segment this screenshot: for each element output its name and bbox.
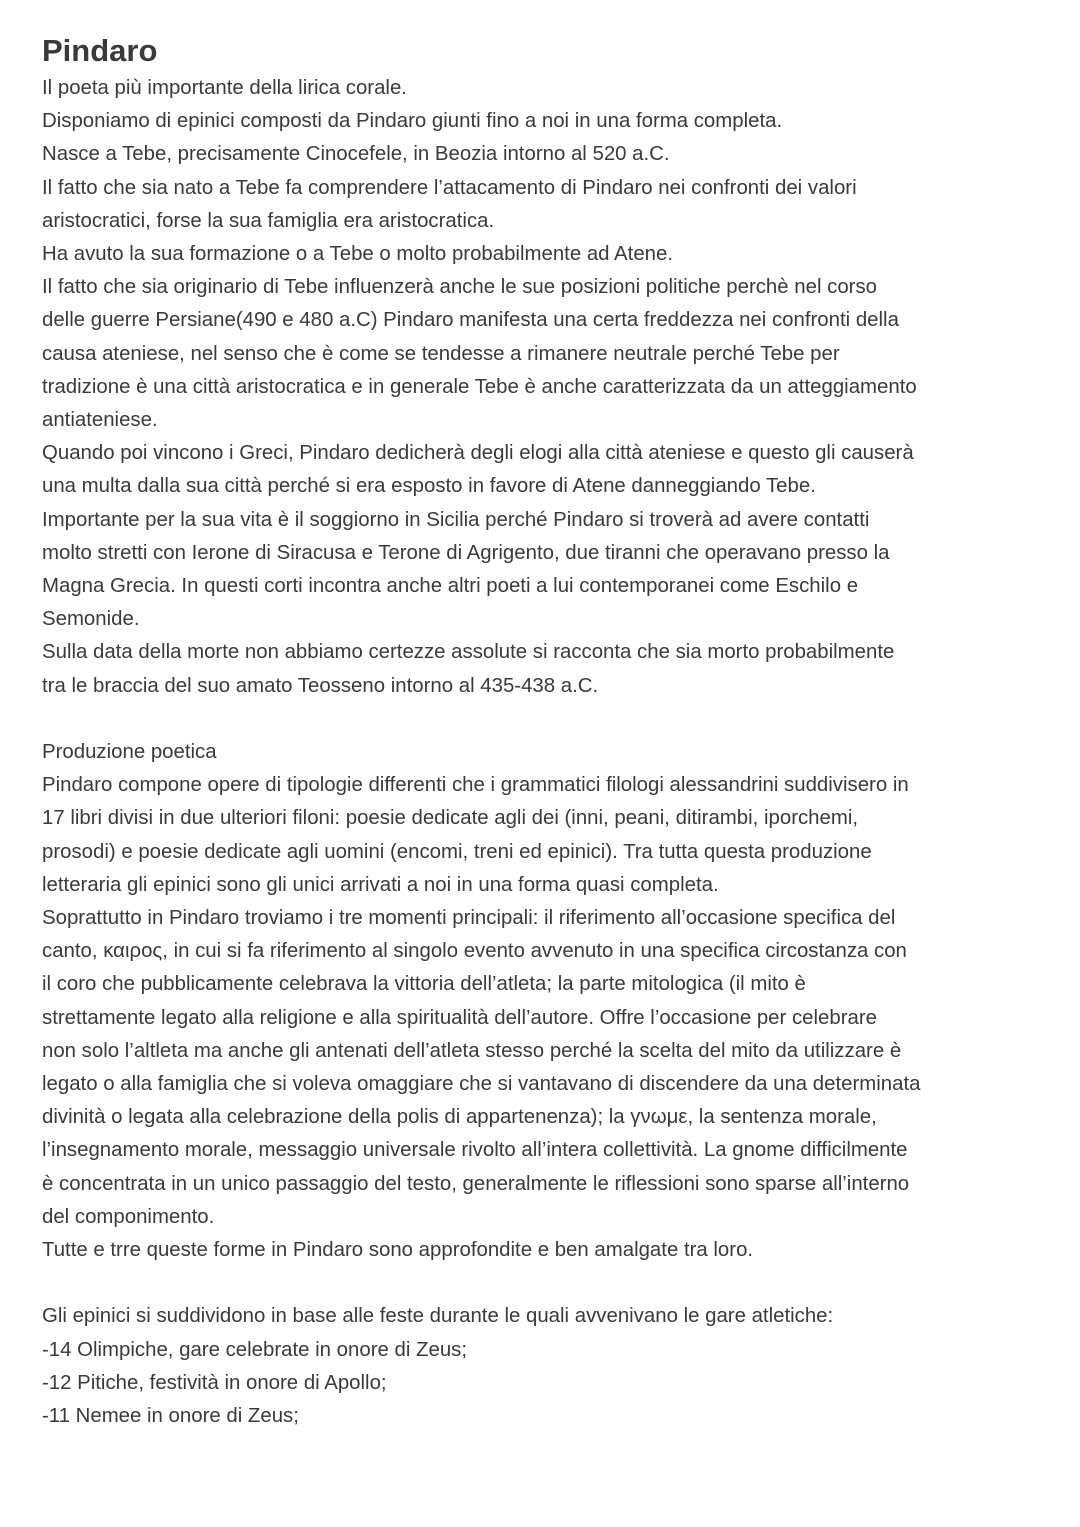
text-line: molto stretti con Ierone di Siracusa e Terone di Agrigento, due tiranni che operavano presso la (42, 541, 890, 564)
text-line: antiateniese. (42, 409, 158, 432)
text-line: legato o alla famiglia che si voleva omaggiare che si vantavano di discendere da una determinata (42, 1073, 921, 1096)
page-title: Pindaro (42, 33, 158, 68)
list-item: -14 Olimpiche, gare celebrate in onore di Zeus; (42, 1338, 468, 1361)
text-line: Tutte e trre queste forme in Pindaro sono approfondite e ben amalgate tra loro. (42, 1239, 754, 1262)
text-line: strettamente legato alla religione e alla spiritualità dell’autore. Offre l’occasione per celebrare (42, 1006, 877, 1029)
document (42, 30, 1042, 1433)
text-line: tra le braccia del suo amato Teosseno intorno al 435-438 a.C. (42, 674, 599, 697)
section-biography (42, 72, 1042, 703)
text-line: Nasce a Tebe, precisamente Cinocefele, in Beozia intorno al 520 a.C. (42, 143, 670, 166)
text-line: tradizione è una città aristocratica e in generale Tebe è anche caratterizzata da un atteggiamento (42, 375, 917, 398)
text-line: non solo l’altleta ma anche gli antenati dell’atleta stesso perché la scelta del mito da utilizzare è (42, 1039, 902, 1062)
text-line: il coro che pubblicamente celebrava la vittoria dell’atleta; la parte mitologica (il mito è (42, 973, 806, 996)
text-line: Quando poi vincono i Greci, Pindaro dedicherà degli elogi alla città ateniese e questo gli causerà (42, 442, 914, 465)
list-item: -12 Pitiche, festività in onore di Apollo; (42, 1371, 387, 1394)
section-epinici-list (42, 1300, 1042, 1433)
text-line: letteraria gli epinici sono gli unici arrivati a noi in una forma quasi completa. (42, 873, 719, 896)
text-line: Ha avuto la sua formazione o a Tebe o molto probabilmente ad Atene. (42, 243, 674, 266)
text-line: divinità o legata alla celebrazione della polis di appartenenza); la γνωμε, la sentenza morale, (42, 1106, 877, 1129)
text-line: del componimento. (42, 1205, 215, 1228)
text-line: Gli epinici si suddividono in base alle feste durante le quali avvenivano le gare atletiche: (42, 1305, 834, 1328)
text-line: Semonide. (42, 608, 140, 631)
text-line: 17 libri divisi in due ulteriori filoni: poesie dedicate agli dei (inni, peani, ditirambi, iporchemi, (42, 807, 859, 830)
text-line: Soprattutto in Pindaro troviamo i tre momenti principali: il riferimento all’occasione specifica del (42, 907, 896, 930)
text-line: una multa dalla sua città perché si era esposto in favore di Atene danneggiando Tebe. (42, 475, 816, 498)
paragraph-spacer (42, 1267, 1042, 1300)
text-line: Magna Grecia. In questi corti incontra anche altri poeti a lui contemporanei come Eschilo e (42, 575, 859, 598)
text-line: l’insegnamento morale, messaggio universale rivolto all’intera collettività. La gnome difficilmente (42, 1139, 908, 1162)
text-line: Pindaro compone opere di tipologie differenti che i grammatici filologi alessandrini suddivisero in (42, 774, 909, 797)
text-line: Il fatto che sia originario di Tebe influenzerà anche le sue posizioni politiche perchè nel corso (42, 276, 878, 299)
text-line: canto, καιρος, in cui si fa riferimento al singolo evento avvenuto in una specifica circostanza con (42, 940, 907, 963)
text-line: è concentrata in un unico passaggio del testo, generalmente le riflessioni sono sparse all’interno (42, 1172, 910, 1195)
list-item: -11 Nemee in onore di Zeus; (42, 1405, 299, 1428)
text-line: Sulla data della morte non abbiamo certezze assolute si racconta che sia morto probabilmente (42, 641, 895, 664)
section-production (42, 736, 1042, 1267)
text-line: Il fatto che sia nato a Tebe fa comprendere l’attacamento di Pindaro nei confronti dei valori (42, 176, 857, 199)
paragraph-spacer (42, 703, 1042, 736)
text-line: Il poeta più importante della lirica corale. (42, 77, 407, 99)
text-line: aristocratici, forse la sua famiglia era aristocratica. (42, 209, 495, 232)
text-line: causa ateniese, nel senso che è come se tendesse a rimanere neutrale perché Tebe per (42, 342, 840, 365)
text-line: Importante per la sua vita è il soggiorno in Sicilia perché Pindaro si troverà ad avere contatti (42, 508, 870, 531)
text-line: Disponiamo di epinici composti da Pindaro giunti fino a noi in una forma completa. (42, 110, 783, 133)
text-line: prosodi) e poesie dedicate agli uomini (encomi, treni ed epinici). Tra tutta questa produzione (42, 840, 872, 863)
section-heading: Produzione poetica (42, 741, 217, 764)
text-line: delle guerre Persiane(490 e 480 a.C) Pindaro manifesta una certa freddezza nei confronti della (42, 309, 899, 332)
